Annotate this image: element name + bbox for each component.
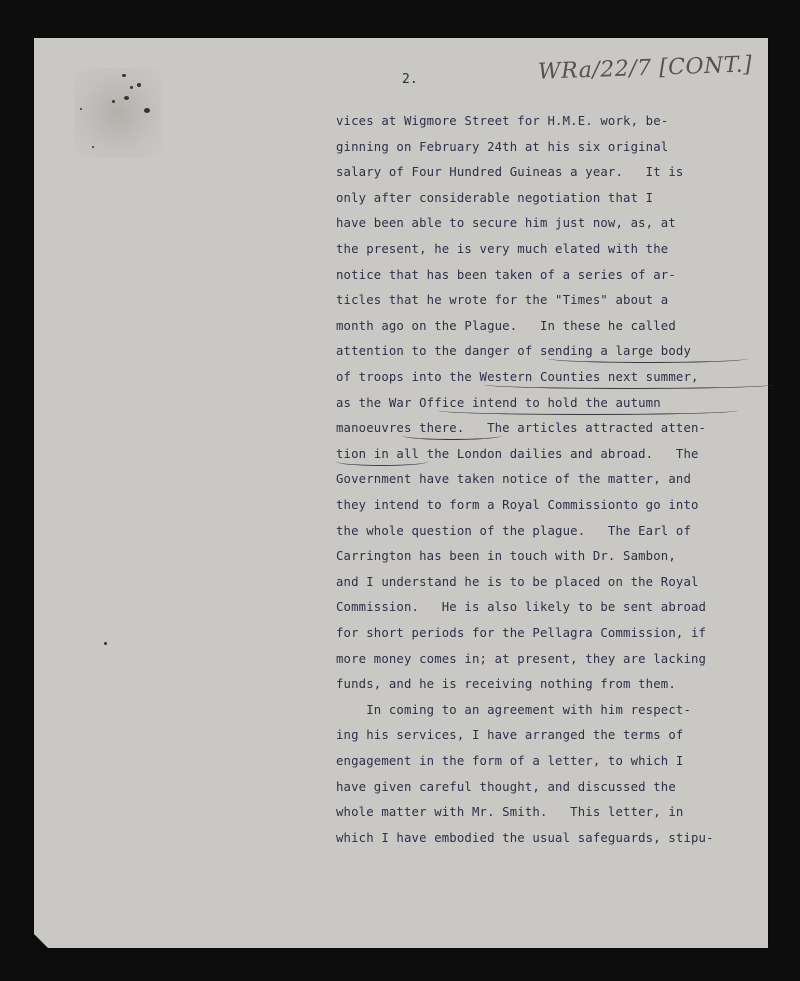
paper-stain xyxy=(74,68,162,158)
text-line: as the War Office intend to hold the autumn xyxy=(336,395,661,410)
text-line: ginning on February 24th at his six original xyxy=(336,139,669,154)
text-line: vices at Wigmore Street for H.M.E. work, be- xyxy=(336,114,669,128)
text-line: funds, and he is receiving nothing from them. xyxy=(336,677,676,692)
text-line: attention to the danger of sending a large body xyxy=(336,344,692,359)
ink-speck xyxy=(122,74,126,77)
ink-speck xyxy=(80,108,82,110)
text-line: more money comes in; at present, they are lacking xyxy=(336,651,707,666)
text-line: tion in all the London dailies and abroad. The xyxy=(336,446,699,461)
text-line: Government have taken notice of the matter, and xyxy=(336,472,692,487)
ink-speck xyxy=(124,96,129,100)
text-line: which I have embodied the usual safeguards, stipu- xyxy=(336,830,714,845)
folded-corner xyxy=(34,934,48,948)
text-line: ticles that he wrote for the "Times" about a xyxy=(336,293,669,308)
text-line: In coming to an agreement with him respect- xyxy=(336,702,692,717)
handwritten-underline xyxy=(402,431,502,440)
text-line: notice that has been taken of a series of ar- xyxy=(336,267,676,282)
text-line: engagement in the form of a letter, to which I xyxy=(336,754,684,768)
text-line: have been able to secure him just now, as, at xyxy=(336,216,676,231)
ink-speck xyxy=(137,83,141,87)
archive-reference-annotation: WRa/22/7 [CONT.] xyxy=(537,52,753,85)
text-line: only after considerable negotiation that I xyxy=(336,190,654,205)
text-line: manoeuvres there. The articles attracted atten- xyxy=(336,421,707,436)
ink-speck xyxy=(144,108,150,113)
text-line: ing his services, I have arranged the terms of xyxy=(336,728,684,743)
ink-speck xyxy=(92,146,94,148)
text-line: the whole question of the plague. The Earl of xyxy=(336,523,692,538)
ink-speck xyxy=(104,642,107,645)
document-page xyxy=(34,38,768,948)
text-line: for short periods for the Pellagra Commission, if xyxy=(336,626,707,640)
text-line: and I understand he is to be placed on the Royal xyxy=(336,574,699,589)
text-line: the present, he is very much elated with the xyxy=(336,242,669,256)
text-line: have given careful thought, and discussed the xyxy=(336,779,676,794)
page-number: 2. xyxy=(402,72,418,87)
text-line: Commission. He is also likely to be sent abroad xyxy=(336,600,707,615)
ink-speck xyxy=(130,86,133,89)
text-line: Carrington has been in touch with Dr. Sambon, xyxy=(336,549,676,564)
handwritten-underline xyxy=(548,354,748,363)
handwritten-underline xyxy=(438,406,738,415)
text-line: month ago on the Plague. In these he called xyxy=(336,318,676,333)
text-line: whole matter with Mr. Smith. This letter, in xyxy=(336,805,684,820)
text-line: salary of Four Hundred Guineas a year. It is xyxy=(336,165,684,180)
handwritten-underline xyxy=(484,380,774,389)
text-line: they intend to form a Royal Commissionto go into xyxy=(336,498,699,512)
handwritten-underline xyxy=(336,457,428,466)
ink-speck xyxy=(112,100,115,103)
text-line: of troops into the Western Counties next summer, xyxy=(336,370,699,384)
